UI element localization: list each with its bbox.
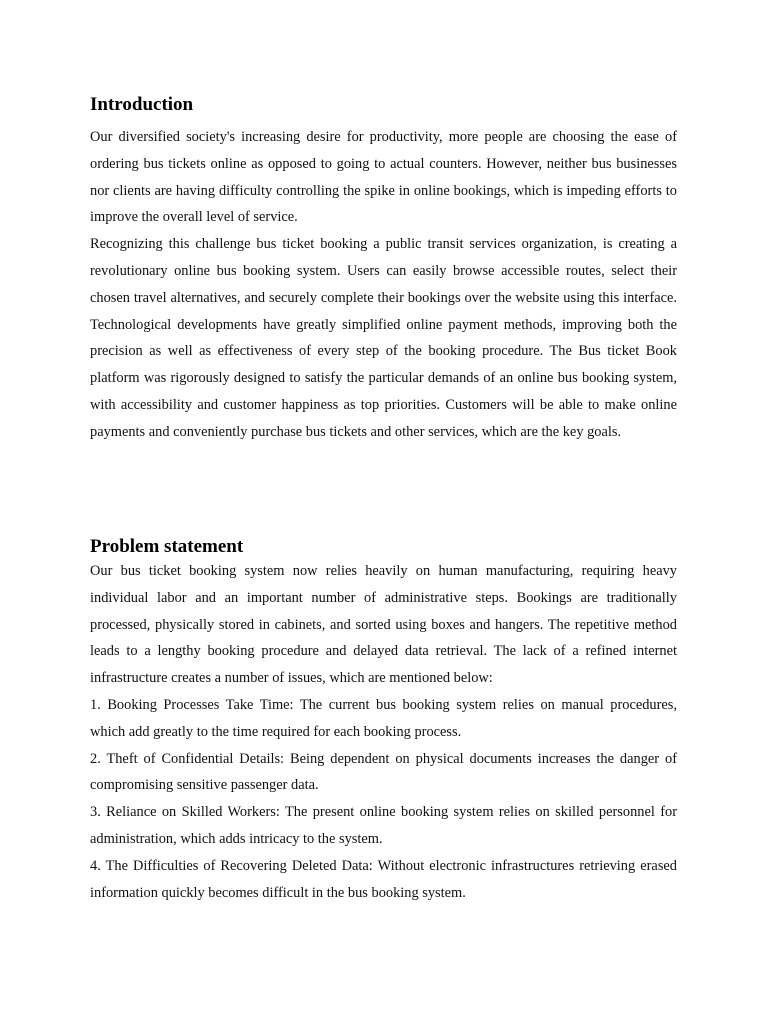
paragraph: Recognizing this challenge bus ticket booking a public transit services organization, is creating a revolutionary online bus booking system. Users can easily browse accessible routes, select their chosen travel alternatives, and securely complete their bookings over the website using this interface. Technological developments have greatly simplified online payment methods, improving both the precision as well as effectiveness of every step of the booking procedure. The Bus ticket Book platform was rigorously designed to satisfy the particular demands of an online bus booking system, with accessibility and customer happiness as top priorities. Customers will be able to make online payments and conveniently purchase bus tickets and other services, which are the key goals.	[90, 236, 677, 440]
list-item: 3. Reliance on Skilled Workers: The present online booking system relies on skilled personnel for administration, which adds intricacy to the system.	[90, 804, 677, 847]
section-body-problem-statement	[90, 558, 677, 906]
paragraph: Our diversified society's increasing desire for productivity, more people are choosing the ease of ordering bus tickets online as opposed to going to actual counters. However, neither bus businesses nor clients are having difficulty controlling the spike in online bookings, which is impeding efforts to improve the overall level of service.	[90, 129, 677, 226]
list-item: 4. The Difficulties of Recovering Deleted Data: Without electronic infrastructures retrieving erased information quickly becomes difficult in the bus booking system.	[90, 857, 677, 901]
list-item: 1. Booking Processes Take Time: The current bus booking system relies on manual procedures, which add greatly to the time required for each booking process.	[90, 696, 677, 740]
paragraph: Our bus ticket booking system now relies heavily on human manufacturing, requiring heavy individual labor and an important number of administrative steps. Bookings are traditionally processed, physically stored in cabinets, and sorted using boxes and hangers. The repetitive method leads to a lengthy booking procedure and delayed data retrieval. The lack of a refined internet infrastructure creates a number of issues, which are mentioned below:	[90, 563, 677, 687]
list-item: 2. Theft of Confidential Details: Being dependent on physical documents increases the danger of compromising sensitive passenger data.	[90, 750, 677, 794]
section-heading-introduction: Introduction	[90, 94, 194, 115]
section-body-introduction	[90, 124, 677, 446]
section-heading-problem-statement: Problem statement	[90, 536, 244, 557]
